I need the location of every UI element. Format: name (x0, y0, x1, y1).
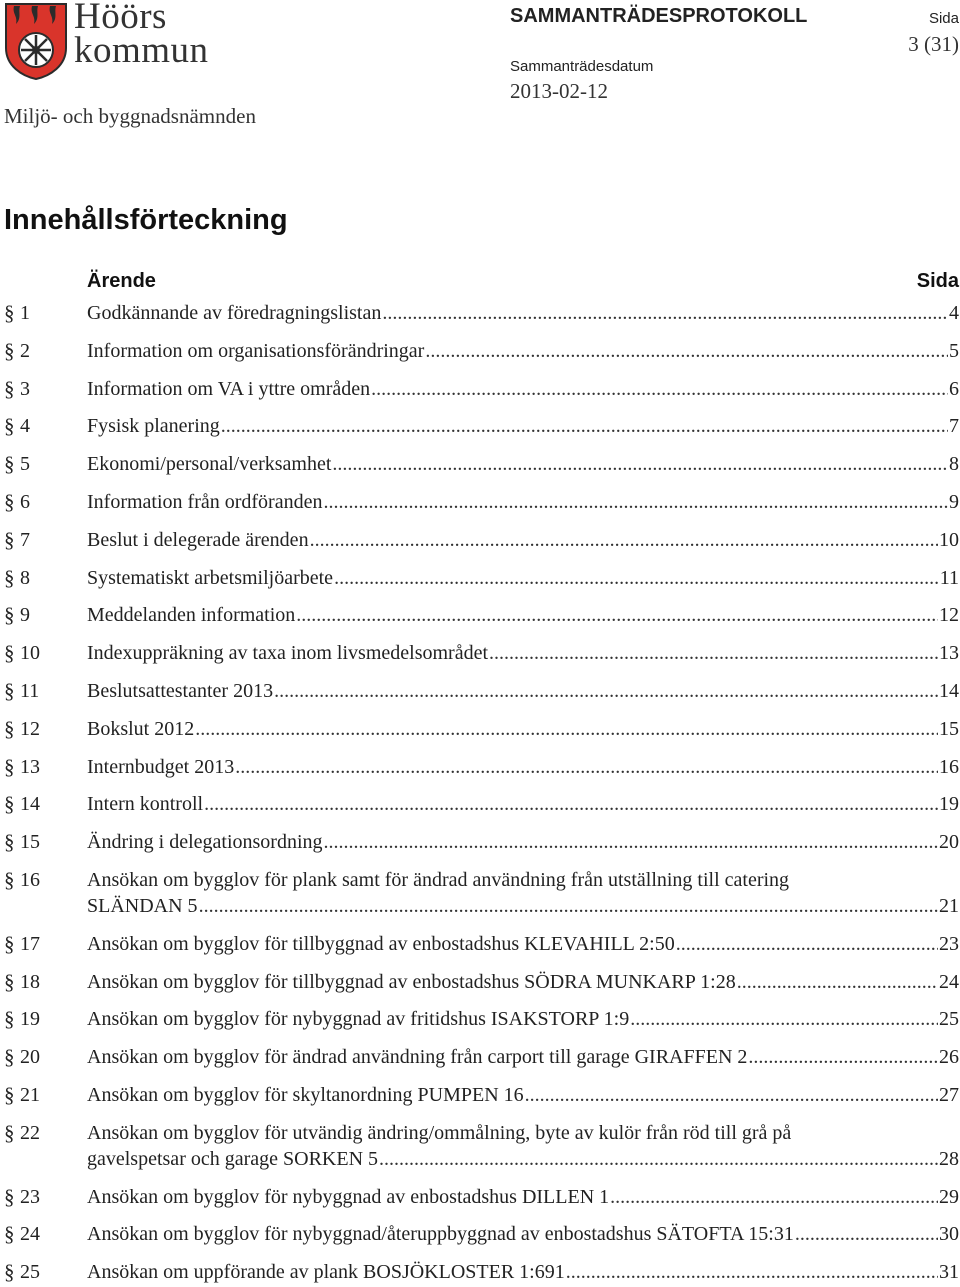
toc-entry-number: 9 (20, 604, 30, 627)
dot-leader (274, 678, 938, 704)
dot-leader (310, 527, 938, 553)
logo-wordmark (74, 0, 209, 71)
toc-entry-body (87, 527, 959, 553)
toc-entry-number: 14 (20, 793, 40, 816)
toc-entry-body (87, 413, 959, 439)
toc-entry-body (87, 451, 959, 477)
toc-entry-number: 23 (20, 1185, 40, 1208)
dot-leader (737, 969, 938, 995)
toc-entry-title: Information om organisationsförändringar (87, 339, 425, 362)
dot-leader (204, 791, 938, 817)
coat-of-arms-icon (4, 2, 68, 80)
section-sign-icon: § (4, 1007, 15, 1032)
section-sign-icon: § (4, 1083, 15, 1107)
logo-line-1: Höörs (74, 0, 167, 37)
toc-entry-body (87, 1184, 959, 1210)
section-sign-icon: § (4, 565, 15, 590)
toc-entry-title: Ansökan om bygglov för plank samt för ändrad användning från utställning till catering (87, 869, 790, 891)
toc-entry-title: Ansökan om bygglov för utvändig ändring/ommålning, byte av kulör från röd till grå på (87, 1121, 792, 1144)
toc-entry-number: 24 (20, 1223, 40, 1246)
section-sign-icon: § (4, 490, 15, 514)
section-sign-icon: § (4, 1222, 15, 1247)
toc-entry-page: 13 (939, 642, 959, 665)
toc-entry-title: Beslut i delegerade ärenden (87, 528, 309, 551)
dot-leader (610, 1184, 938, 1210)
toc-entry-number: 5 (20, 453, 30, 476)
toc-entry-body (87, 754, 959, 780)
toc-entry-number: 25 (20, 1261, 40, 1284)
section-sign-icon: § (4, 1184, 15, 1209)
toc-entry-title: Ansökan om bygglov för nybyggnad av enbostadshus DILLEN 1 (87, 1185, 610, 1208)
toc-entry-number: 15 (20, 831, 40, 854)
toc-entry-body (87, 1120, 959, 1172)
toc-entry-page: 31 (939, 1261, 959, 1284)
toc-entry-title: Intern kontroll (87, 793, 204, 816)
toc-entry-title: Internbudget 2013 (87, 755, 235, 778)
toc-entry-number: 17 (20, 932, 40, 955)
toc-entry-number: 4 (20, 415, 30, 438)
toc-entry-body (87, 489, 959, 515)
toc-entry-body (87, 1044, 959, 1070)
dot-leader (235, 754, 938, 780)
toc-entry-page: 27 (939, 1084, 959, 1106)
toc-entry-page: 28 (939, 1147, 959, 1170)
toc-entry-number: 7 (20, 528, 30, 551)
toc-entry-body (87, 1259, 959, 1285)
toc-entry-page: 10 (939, 528, 959, 551)
toc-entry-page: 23 (939, 932, 959, 955)
toc-entry-page: 30 (939, 1223, 959, 1246)
toc-entry-title: Ansökan om bygglov för nybyggnad/återuppbyggnad av enbostadshus SÄTOFTA 15:31 (87, 1223, 794, 1246)
toc-entry-title: Bokslut 2012 (87, 717, 195, 740)
meeting-date-value: 2013-02-12 (510, 79, 608, 103)
toc-entry-page: 25 (939, 1008, 959, 1031)
toc-entry-title: Ansökan om bygglov för ändrad användning från carport till garage GIRAFFEN 2 (87, 1046, 748, 1069)
meeting-date-label: Sammanträdesdatum (510, 58, 654, 75)
toc-entry-number: 12 (20, 717, 40, 740)
column-header-arende: Ärende (87, 270, 156, 292)
toc-entry-title: Information om VA i yttre områden (87, 377, 371, 400)
toc-entry-page: 5 (949, 339, 959, 362)
dot-leader (195, 716, 938, 742)
logo-line-2: kommun (74, 30, 209, 71)
dot-leader (489, 640, 938, 666)
toc-entry-title: Ansökan om bygglov för tillbyggnad av enbostadshus SÖDRA MUNKARP 1:28 (87, 970, 736, 993)
section-sign-icon: § (4, 716, 15, 741)
toc-entry-body (87, 376, 959, 402)
section-sign-icon: § (4, 1260, 15, 1285)
toc-entry-body (87, 602, 959, 628)
dot-leader (525, 1082, 938, 1108)
dot-leader (221, 413, 948, 439)
toc-entry-body (87, 1221, 959, 1247)
dot-leader (676, 931, 938, 957)
toc-entry-body (87, 716, 959, 742)
toc-entry-number: 21 (20, 1084, 40, 1106)
toc-entry-page: 8 (949, 453, 959, 476)
dot-leader (332, 451, 948, 477)
toc-entry-title: Indexuppräkning av taxa inom livsmedelsområdet (87, 642, 489, 665)
toc-entry-number: 18 (20, 970, 40, 993)
toc-entry-page: 26 (939, 1046, 959, 1069)
dot-leader (296, 602, 938, 628)
toc-entry-number: 11 (20, 680, 40, 702)
toc-entry-number: 16 (20, 869, 40, 891)
toc-entry-body (87, 969, 959, 995)
toc-entry-page: 24 (939, 970, 959, 993)
section-sign-icon: § (4, 641, 15, 666)
toc-entry-title: Ansökan om uppförande av plank BOSJÖKLOSTER 1:691 (87, 1261, 565, 1284)
toc-entry-title: Beslutsattestanter 2013 (87, 680, 274, 702)
page-number-label: Sida (928, 10, 959, 27)
section-sign-icon: § (4, 603, 15, 628)
section-sign-icon: § (4, 830, 15, 855)
toc-entry-page: 7 (949, 415, 959, 438)
section-sign-icon: § (4, 1045, 15, 1070)
section-sign-icon: § (4, 868, 15, 892)
toc-entry-body (87, 640, 959, 666)
toc-entry-title: Godkännande av föredragningslistan (87, 302, 382, 324)
toc-entry-number: 6 (20, 491, 30, 513)
toc-entry-title: Ekonomi/personal/verksamhet (87, 453, 332, 476)
toc-entry-page: 21 (939, 895, 959, 917)
dot-leader (199, 893, 938, 919)
toc-entry-title: Information från ordföranden (87, 491, 323, 513)
toc-entry-number: 10 (20, 642, 40, 665)
toc-entry-page: 20 (939, 831, 959, 854)
toc-entry-page: 11 (939, 566, 959, 589)
section-sign-icon: § (4, 338, 15, 363)
dot-leader (382, 300, 948, 326)
dot-leader (425, 338, 948, 364)
toc-entry-page: 19 (939, 793, 959, 816)
toc-entry-body (87, 1006, 959, 1032)
section-sign-icon: § (4, 792, 15, 817)
section-sign-icon: § (4, 969, 15, 994)
toc-entry-title: Fysisk planering (87, 415, 220, 438)
toc-entry-title: Ändring i delegationsordning (87, 831, 323, 854)
document-title: Innehållsförteckning (4, 204, 288, 236)
dot-leader (748, 1044, 938, 1070)
toc-entry-title: Systematiskt arbetsmiljöarbete (87, 566, 334, 589)
toc-entry-page: 15 (939, 717, 959, 740)
toc-entry-title: Ansökan om bygglov för nybyggnad av fritidshus ISAKSTORP 1:9 (87, 1008, 630, 1031)
toc-entry-number: 3 (20, 377, 30, 400)
committee-name: Miljö- och byggnadsnämnden (4, 104, 256, 128)
section-sign-icon: § (4, 1120, 15, 1145)
section-sign-icon: § (4, 452, 15, 477)
toc-entry-body (87, 300, 959, 326)
toc-entry-page: 12 (939, 604, 959, 627)
toc-entry-number: 8 (20, 566, 30, 589)
toc-entry-body (87, 829, 959, 855)
page-header (0, 0, 960, 140)
toc-entry-body (87, 678, 959, 704)
toc-entry-page: 16 (939, 755, 959, 778)
toc-entry-number: 13 (20, 755, 40, 778)
section-sign-icon: § (4, 679, 15, 703)
column-header-sida: Sida (916, 270, 959, 292)
page-number-value: 3 (31) (908, 32, 959, 56)
dot-leader (379, 1146, 938, 1172)
toc-entry-title: Ansökan om bygglov för skyltanordning PUMPEN 16 (87, 1084, 524, 1106)
dot-leader (630, 1006, 938, 1032)
dot-leader (566, 1259, 938, 1285)
toc-entry-page: 6 (949, 377, 959, 400)
toc-entry-title: SLÄNDAN 5 (87, 895, 198, 917)
toc-entry-body (87, 338, 959, 364)
dot-leader (371, 376, 948, 402)
toc-entry-body (87, 565, 959, 591)
toc-entry-number: 1 (20, 302, 30, 324)
section-sign-icon: § (4, 754, 15, 779)
toc-entry-number: 19 (20, 1008, 40, 1031)
dot-leader (334, 565, 939, 591)
toc-entry-number: 20 (20, 1046, 40, 1069)
dot-leader (324, 829, 938, 855)
section-sign-icon: § (4, 931, 15, 956)
toc-entry-number: 2 (20, 339, 30, 362)
toc-entry-body (87, 867, 959, 919)
toc-entry-title: Ansökan om bygglov för tillbyggnad av enbostadshus KLEVAHILL 2:50 (87, 932, 675, 955)
dot-leader (323, 489, 948, 515)
toc-entry-page: 14 (939, 680, 959, 702)
toc-entry-body (87, 931, 959, 957)
toc-entry-body (87, 1082, 959, 1108)
toc-entry-page: 29 (939, 1185, 959, 1208)
toc-entry-page: 4 (949, 302, 959, 324)
toc-entry-body (87, 791, 959, 817)
protocol-title: SAMMANTRÄDESPROTOKOLL (510, 5, 808, 27)
section-sign-icon: § (4, 301, 15, 325)
section-sign-icon: § (4, 527, 15, 552)
toc-entry-title: gavelspetsar och garage SORKEN 5 (87, 1147, 379, 1170)
section-sign-icon: § (4, 414, 15, 439)
dot-leader (795, 1221, 938, 1247)
toc-entry-page: 9 (949, 491, 959, 513)
toc-entry-title: Meddelanden information (87, 604, 296, 627)
section-sign-icon: § (4, 376, 15, 401)
toc-entry-number: 22 (20, 1121, 40, 1144)
